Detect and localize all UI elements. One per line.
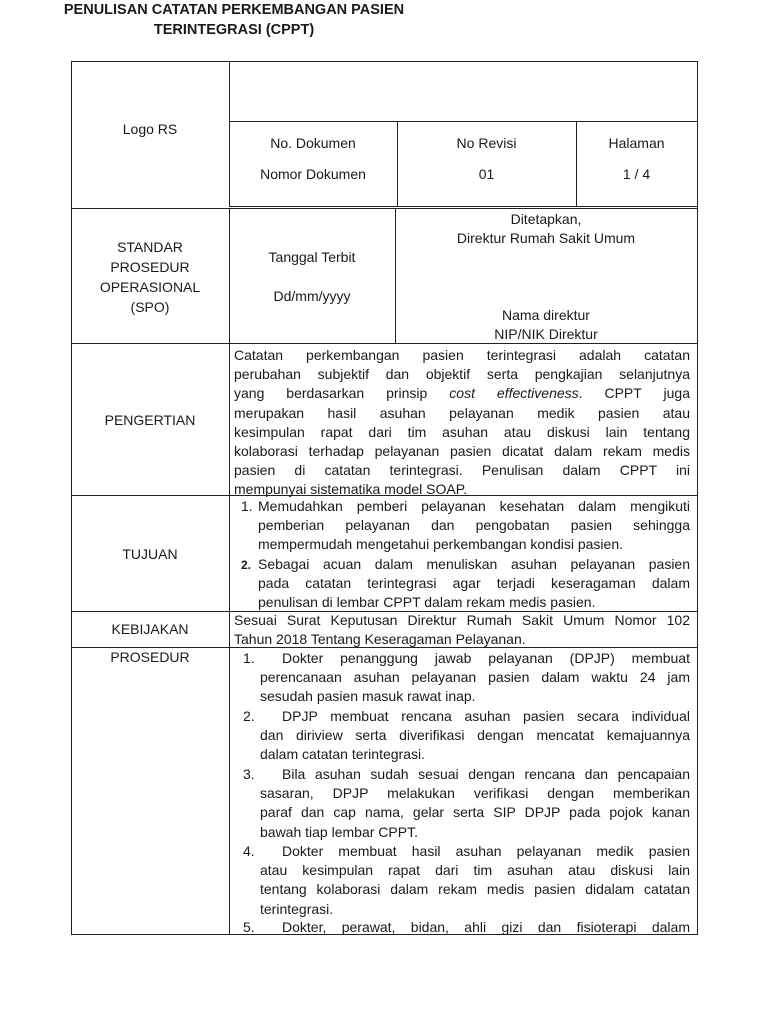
prosedur-item-1 — [260, 649, 690, 707]
spo-label-line: OPERASIONAL — [99, 279, 201, 295]
revision-value: 01 — [478, 166, 495, 182]
prosedur-item-4 — [260, 842, 690, 919]
page-value: 1 / 4 — [622, 166, 651, 182]
pengertian-text — [234, 346, 690, 500]
text-line: Sesuai Surat Keputusan Direktur Rumah Sakit Umum Nomor 102 — [234, 612, 690, 628]
tujuan-item-number: 2. — [241, 558, 252, 572]
text-line: atau kesimpulan rapat dari tim asuhan atau diskusi lain — [260, 862, 690, 879]
tujuan-item-number: 1. — [241, 498, 253, 514]
text-line: dan diriview serta diverifikasi dengan mencatat kemajuannya — [260, 727, 690, 744]
spo-divider — [229, 208, 230, 343]
text-line: tentang kolaborasi dalam rekam medis pasien didalam catatan — [260, 881, 690, 898]
logo-placeholder: Logo RS — [122, 121, 178, 137]
text-line: bawah tiap lembar CPPT. — [260, 823, 418, 840]
tujuan-label: TUJUAN — [122, 546, 178, 562]
text-line: kesimpulan rapat dari tim asuhan atau diskusi lain tentang — [234, 423, 690, 440]
text-line: DPJP membuat rencana asuhan pasien secara individual — [282, 708, 690, 724]
prosedur-item-number: 5. — [243, 919, 255, 935]
prosedur-item-2 — [260, 707, 690, 765]
text-line: pemberian pelayanan dan pengobatan pasien sehingga — [258, 517, 690, 534]
revision-label: No Revisi — [456, 135, 517, 151]
label-column-divider — [229, 343, 230, 935]
top-border — [71, 61, 698, 62]
text-line: pasien di catatan terintegrasi. Penulisan dalam CPPT ini — [234, 462, 690, 479]
italic-term: cost effectiveness — [449, 385, 579, 402]
approval-heading: Ditetapkan, — [510, 211, 582, 227]
text-fragment: . CPPT juga — [578, 385, 690, 402]
page-label: Halaman — [608, 135, 665, 151]
text-line: perencanaan asuhan pelayanan pasien dalam waktu 24 jam — [260, 669, 690, 686]
spo-label — [71, 237, 229, 317]
text-line — [234, 384, 690, 403]
right-border — [697, 61, 698, 935]
header-bottom — [229, 206, 698, 207]
text-line: Catatan perkembangan pasien terintegrasi adalah catatan — [234, 347, 690, 363]
text-line: Dokter membuat hasil asuhan pelayanan medik pasien — [282, 843, 690, 859]
text-line: perubahan subjektif dan objektif serta pengkajian selanjutnya — [234, 366, 690, 383]
approval-title: Direktur Rumah Sakit Umum — [456, 230, 636, 246]
prosedur-item-number: 3. — [243, 766, 255, 782]
spo-top — [71, 208, 698, 209]
pengertian-label: PENGERTIAN — [104, 412, 196, 428]
issue-date-value: Dd/mm/yyyy — [273, 288, 351, 304]
text-line: Bila asuhan sudah sesuai dengan rencana dan pencapaian — [282, 766, 690, 782]
text-line: sesudah pasien masuk rawat inap. — [260, 688, 476, 705]
doc-number-label: No. Dokumen — [270, 135, 356, 151]
text-line: pada catatan terintegrasi agar terjadi keseragaman dalam — [258, 575, 690, 592]
document-title — [0, 0, 468, 40]
director-id: NIP/NIK Direktur — [494, 326, 598, 342]
doc-number-value: Nomor Dokumen — [260, 166, 366, 182]
kebijakan-label: KEBIJAKAN — [111, 621, 189, 637]
text-line: Tahun 2018 Tentang Keseragaman Pelayanan. — [234, 631, 526, 648]
prosedur-item-5 — [260, 918, 690, 937]
prosedur-label: PROSEDUR — [110, 649, 190, 665]
text-line: merupakan hasil asuhan pelayanan medik pasien atau — [234, 404, 690, 421]
text-line: dalam catatan terintegrasi. — [260, 746, 425, 763]
kebijakan-text — [234, 611, 690, 649]
prosedur-item-number: 4. — [243, 843, 255, 859]
title-line-1: PENULISAN CATATAN PERKEMBANGAN PASIEN — [63, 2, 405, 18]
text-line: penulisan di lembar CPPT dalam rekam medis pasien. — [258, 594, 596, 611]
tujuan-item-1 — [258, 497, 690, 555]
text-line: mempermudah mengetahui perkembangan kondisi pasien. — [258, 536, 623, 553]
spo-label-line: STANDAR — [117, 239, 183, 255]
title-divider — [229, 121, 698, 122]
text-line: terintegrasi. — [260, 900, 334, 917]
text-line: Memudahkan pemberi pelayanan kesehatan dalam mengikuti — [258, 498, 690, 514]
tujuan-item-2 — [258, 555, 690, 613]
text-line: mempunyai sistematika model SOAP. — [234, 481, 468, 498]
left-border — [71, 61, 72, 935]
text-line: Dokter, perawat, bidan, ahli gizi dan fisioterapi dalam — [282, 919, 690, 935]
text-line: sasaran, DPJP melakukan verifikasi dengan memberikan — [260, 785, 690, 802]
prosedur-item-number: 2. — [243, 708, 255, 724]
issue-date-label: Tanggal Terbit — [268, 249, 356, 265]
title-line-2: TERINTEGRASI (CPPT) — [153, 22, 315, 38]
text-line: Sebagai acuan dalam menuliskan asuhan pelayanan pasien — [258, 556, 690, 572]
text-line: Dokter penanggung jawab pelayanan (DPJP) membuat — [282, 650, 690, 666]
text-line: kolaborasi terhadap pelayanan pasien dicatat dalam rekam medis — [234, 442, 690, 459]
spo-label-line: (SPO) — [130, 299, 170, 315]
spo-label-line: PROSEDUR — [110, 259, 190, 275]
director-name: Nama direktur — [502, 307, 590, 323]
text-line: paraf dan cap nama, gelar serta SIP DPJP pada pojok kanan — [260, 804, 690, 821]
prosedur-item-3 — [260, 765, 690, 842]
prosedur-item-number: 1. — [243, 650, 255, 666]
text-fragment: yang berdasarkan prinsip — [234, 385, 450, 402]
